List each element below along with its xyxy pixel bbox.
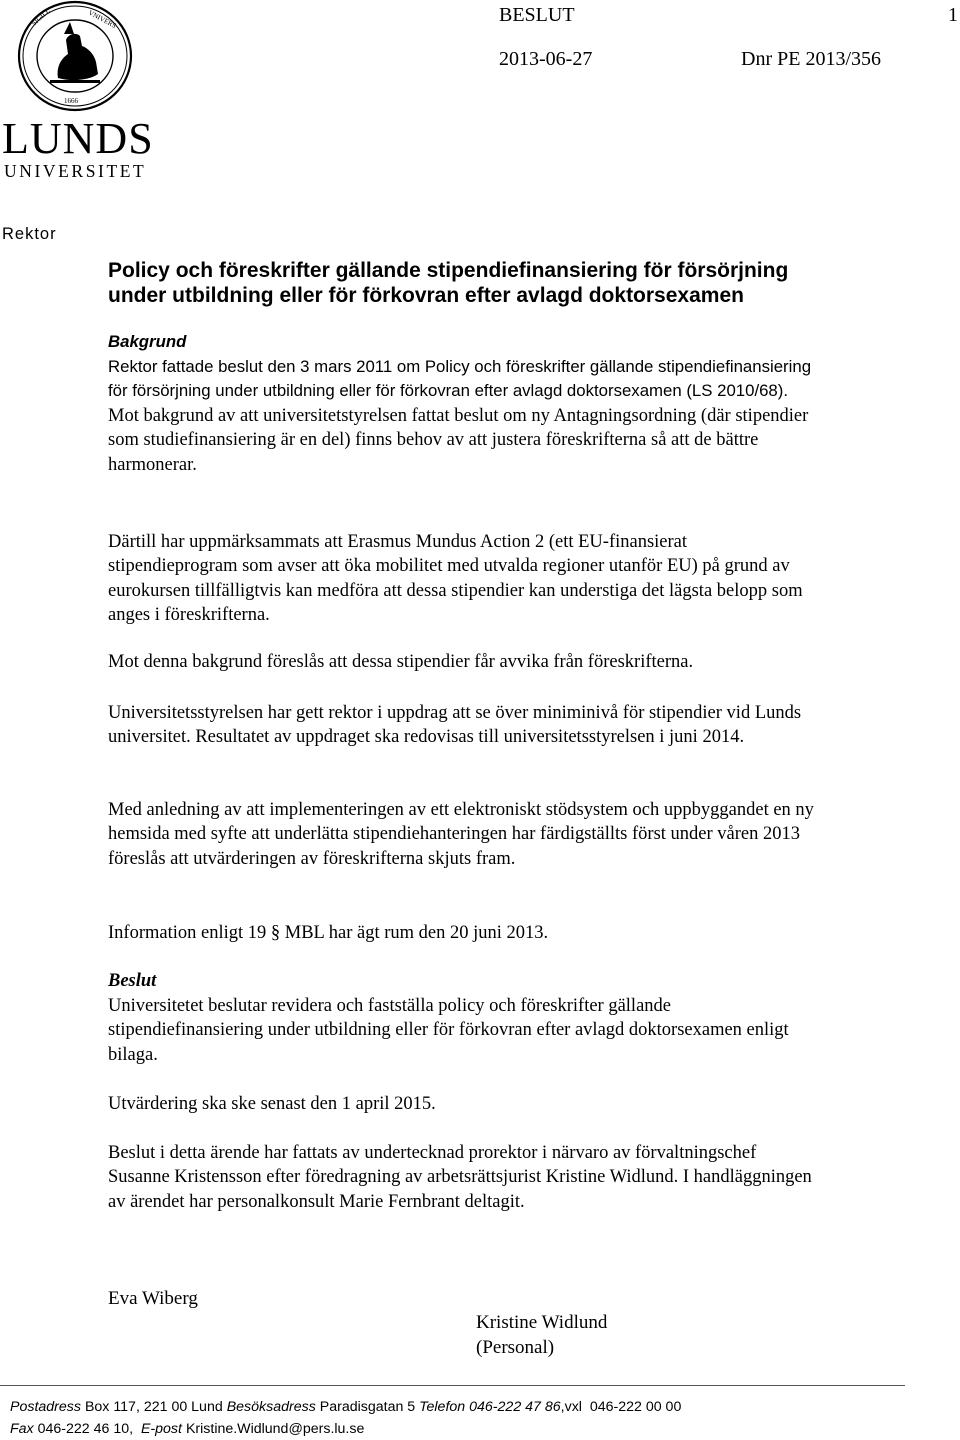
document-title: Policy och föreskrifter gällande stipendiefinansiering för försörjning under utbildning eller för förkovran efter avlagd doktorsexamen (108, 259, 789, 307)
handler-role: (Personal) (476, 1337, 555, 1358)
background-paragraph-1-serif: Mot bakgrund av att universitetstyrelsen fattat beslut om ny Antagningsordning (där stipendier som studiefinansiering är en del) finns behov av att justera föreskrifterna så att de bättre harmonerar. (108, 405, 809, 475)
handler-name: Kristine Widlund (476, 1312, 608, 1333)
background-paragraph-1 (108, 355, 818, 477)
footer-line-2 (10, 1421, 364, 1437)
logo-wordmark-lunds: LUNDS (2, 114, 154, 163)
background-paragraph-5: Med anledning av att implementeringen av ett elektroniskt stödsystem och uppbyggandet en ny hemsida med syfte att underlätta stipendiehanteringen har färdigställts först under våren 2013 föreslås att utvärderingen av föreskrifterna skjuts fram. (108, 800, 814, 869)
email-label: E-post (140, 1421, 182, 1437)
background-paragraph-3: Mot denna bakgrund föreslås att dessa stipendier får avvika från föreskrifterna. (108, 652, 694, 672)
document-date: 2013-06-27 (499, 48, 593, 70)
document-reference: Dnr PE 2013/356 (741, 48, 881, 70)
svg-text:VNIVERS: VNIVERS (87, 8, 118, 31)
postal-value: Box 117, 221 00 Lund (84, 1399, 223, 1415)
section-heading-bakgrund: Bakgrund (108, 332, 187, 351)
background-paragraph-2: Därtill har uppmärksammats att Erasmus Mundus Action 2 (ett EU-finansierat stipendieprogram som avser att öka mobilitet med utvalda regioner utanför EU) på grund av eurokursen tillfälligtvis kan medföra att dessa stipendier kan understiga det lägsta belopp som anges i föreskrifterna. (108, 532, 803, 626)
document-type: BESLUT (499, 4, 575, 26)
svg-text:SIGILL: SIGILL (29, 6, 52, 28)
background-paragraph-mbl: Information enligt 19 § MBL har ägt rum den 20 juni 2013. (108, 923, 549, 943)
logo-wordmark-universitet: UNIVERSITET (4, 161, 147, 181)
fax-label: Fax (10, 1421, 34, 1437)
issuer: Rektor (2, 225, 57, 243)
postal-label: Postadress (10, 1399, 81, 1415)
svg-text:1666: 1666 (64, 97, 78, 105)
phone-value: 046-222 47 86 (469, 1399, 561, 1415)
phone-label: Telefon (419, 1399, 466, 1415)
background-paragraph-4: Universitetsstyrelsen har gett rektor i uppdrag att se över miniminivå för stipendier vid Lunds universitet. Resultatet av uppdraget ska redovisas till universitetsstyrelsen i juni 2014. (108, 703, 802, 748)
decision-paragraph-3: Beslut i detta ärende har fattats av undertecknad prorektor i närvaro av förvaltningschef Susanne Kristensson efter föredragning av arbetsrättsjurist Kristine Widlund. I handläggningen av ärendet har personalkonsult Marie Fernbrant deltagit. (108, 1143, 812, 1212)
footer-line-1 (10, 1399, 681, 1415)
footer-divider (0, 1385, 905, 1386)
decision-paragraph-1: Universitetet beslutar revidera och fastställa policy och föreskrifter gällande stipendiefinansiering under utbildning eller för förkovran efter avlagd doktorsexamen enligt bilaga. (108, 996, 789, 1065)
visit-label: Besöksadress (226, 1399, 316, 1415)
section-heading-beslut: Beslut (108, 971, 157, 991)
signer-name: Eva Wiberg (108, 1288, 198, 1309)
visit-value: Paradisgatan 5 (319, 1399, 416, 1415)
email-value[interactable]: Kristine.Widlund@pers.lu.se (185, 1421, 365, 1437)
switchboard: ,vxl 046-222 00 00 (560, 1399, 682, 1415)
lund-university-seal-icon (10, 0, 140, 112)
background-paragraph-1-sans: Rektor fattade beslut den 3 mars 2011 om Policy och föreskrifter gällande stipendiefinansiering för försörjning under utbildning eller för förkovran efter avlagd doktorsexamen (LS 2010/68). (108, 357, 812, 401)
fax-value: 046-222 46 10, (37, 1421, 134, 1437)
decision-paragraph-2: Utvärdering ska ske senast den 1 april 2015. (108, 1094, 436, 1114)
page-number: 1 (948, 4, 958, 26)
